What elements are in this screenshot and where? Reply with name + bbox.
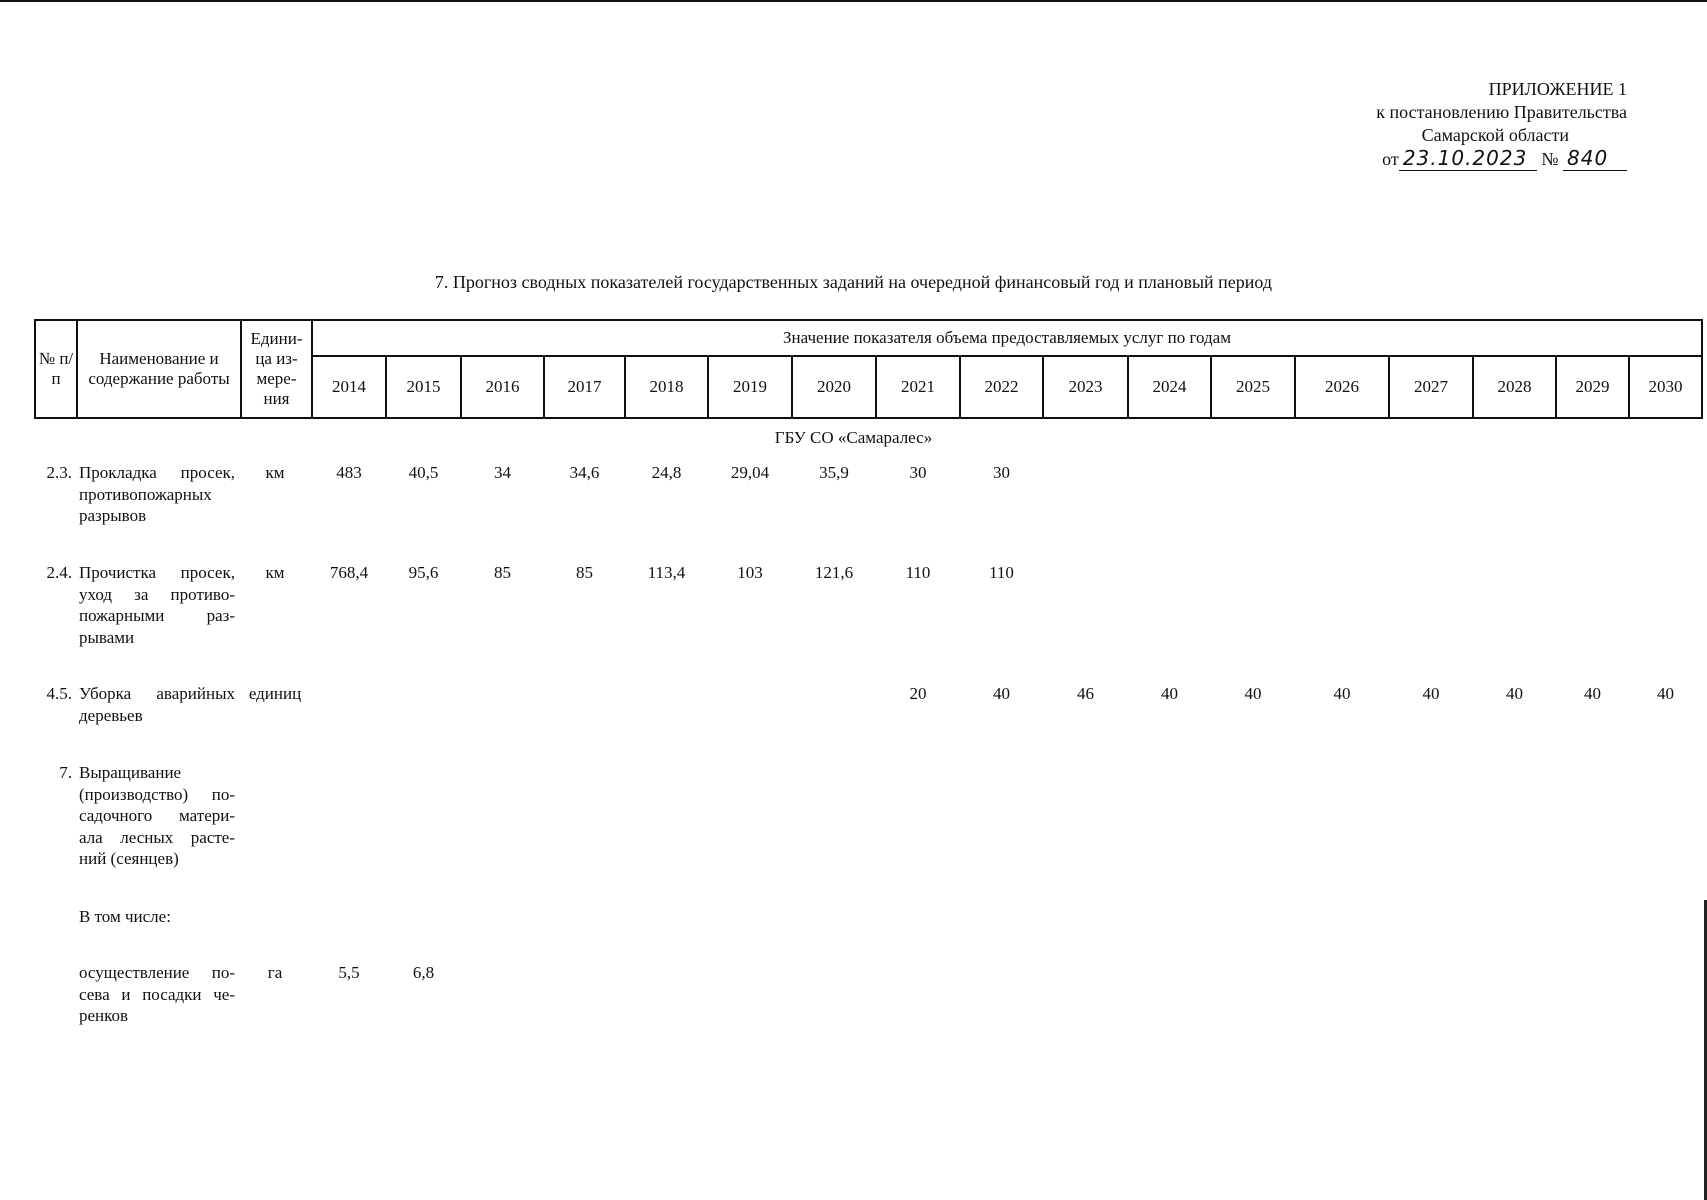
row-value-2022: 110 [989,563,1014,582]
year-header-2030: 2030 [1629,356,1702,418]
row-value-2016: 85 [494,563,511,582]
year-header-2015: 2015 [386,356,461,418]
year-header-2022: 2022 [960,356,1043,418]
year-header-2024: 2024 [1128,356,1211,418]
year-header-2016: 2016 [461,356,544,418]
row-unit: га [267,963,283,982]
row-value-2027: 40 [1422,684,1440,703]
row-value-2030: 40 [1657,684,1674,703]
from-label: от [1382,149,1399,169]
appendix-title: ПРИЛОЖЕНИЕ 1 [1488,79,1627,99]
header-col-unit-label: Едини-ца из-мере-ния [250,329,303,408]
row-number: 2.4. [46,563,72,582]
row-value-2021: 20 [909,684,927,703]
row-number: 7. [59,763,72,782]
row-value-2020: 35,9 [819,463,849,482]
year-header-2017: 2017 [544,356,625,418]
handwritten-date: 23.10.2023 [1399,147,1537,171]
row-work-name: Выращивание (производство) по-садочного матери-ала лесных расте-ний (сеянцев) [79,763,235,868]
row-value-2017: 34,6 [569,463,600,482]
row-value-2015: 95,6 [408,563,439,582]
row-value-2014: 483 [336,463,362,482]
row-work-name: Прокладка просек, противопожарных разрывов [79,463,235,525]
row-value-2014: 768,4 [329,563,369,582]
year-header-2029: 2029 [1556,356,1629,418]
row-value-2022: 30 [993,463,1010,482]
row-value-2019: 103 [737,563,763,582]
row-value-2015: 40,5 [408,463,439,482]
row-value-2021: 110 [905,563,931,582]
row-value-2028: 40 [1506,684,1523,703]
row-value-2021: 30 [909,463,927,482]
year-header-2023: 2023 [1043,356,1128,418]
row-value-2023: 46 [1077,684,1094,703]
year-header-2014: 2014 [312,356,386,418]
header-col-num-label: № п/п [38,349,74,388]
row-value-2015: 6,8 [412,963,435,982]
year-header-2021: 2021 [876,356,960,418]
number-label: № [1541,149,1559,169]
row-work-name: В том числе: [79,907,171,926]
row-value-2017: 85 [576,563,593,582]
row-number: 4.5. [46,684,72,703]
row-value-2016: 34 [494,463,511,482]
row-value-2018: 24,8 [651,463,682,482]
row-unit: км [265,563,285,582]
row-work-name: Прочистка просек, уход за противо-пожарными раз-рывами [79,563,235,647]
row-value-2024: 40 [1161,684,1178,703]
row-work-name: Уборка аварийных деревьев [79,684,235,725]
appendix-line-2: Самарской области [1421,125,1569,145]
organization-name: ГБУ СО «Самаралес» [774,428,933,447]
row-value-2019: 29,04 [730,463,770,482]
year-header-2018: 2018 [625,356,708,418]
year-header-2028: 2028 [1473,356,1556,418]
row-value-2025: 40 [1244,684,1262,703]
handwritten-number: 840 [1563,147,1627,171]
row-value-2020: 121,6 [814,563,854,582]
section-title: 7. Прогноз сводных показателей государственных заданий на очередной финансовый год и плановый период [434,272,1273,292]
row-unit: км [265,463,285,482]
row-unit: единиц [248,684,302,703]
row-value-2026: 40 [1333,684,1351,703]
row-value-2014: 5,5 [338,963,360,982]
row-work-name: осуществление по-сева и посадки че-ренков [79,963,235,1025]
row-number: 2.3. [46,463,72,482]
header-col-name-label: Наименование и содержание работы [88,349,230,388]
header-col-values-label: Значение показателя объема предоставляемых услуг по годам [783,328,1231,347]
year-header-2019: 2019 [708,356,792,418]
row-value-2029: 40 [1584,684,1601,703]
year-header-2026: 2026 [1295,356,1389,418]
appendix-line-1: к постановлению Правительства [1376,102,1627,122]
year-header-2020: 2020 [792,356,876,418]
row-value-2022: 40 [993,684,1010,703]
year-header-2027: 2027 [1389,356,1473,418]
row-value-2018: 113,4 [647,563,686,582]
year-header-2025: 2025 [1211,356,1295,418]
